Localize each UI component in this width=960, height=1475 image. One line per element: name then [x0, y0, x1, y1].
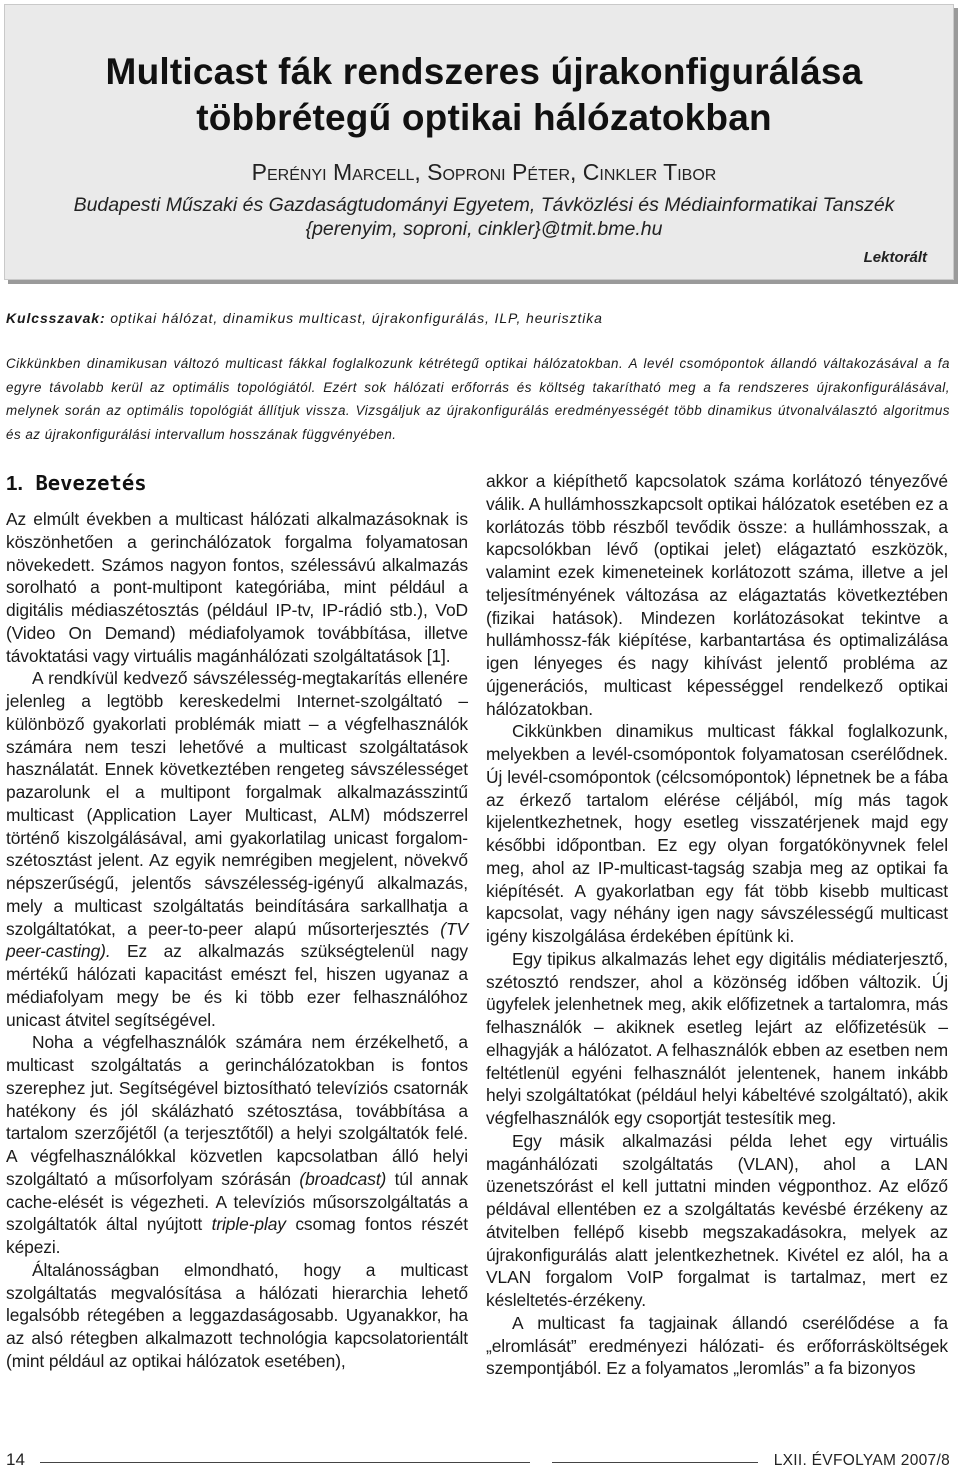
- section-number: 1.: [6, 472, 24, 495]
- paragraph: [6, 667, 468, 1031]
- paragraph-text: túl annak cache-elését is végezheti. A televíziós műsorszolgáltatás a szolgáltatók által nyújtott: [6, 1168, 468, 1235]
- paragraph-text: Ez az alkalmazás szükségtelenül nagy mértékű hálózati kapacitást emészt fel, hiszen ugyanaz a médiafolyam megy be és ki több ezer felhasználóhoz unicast átvitel segítségével.: [6, 941, 468, 1030]
- affiliation: [5, 193, 960, 241]
- paragraph-text: A rendkívül kedvező sávszélesség-megtakarítás ellenére jelenleg a legtöbb kereskedelmi Internet-szolgáltató – különböző gyakorlati problémák miatt – a végfelhasználók számára nem teszi lehetővé a multicast szolgáltatások használatát. Ennek következtében rengeteg sávszélességet pazarolunk el a multipont forgalmak alkalmazásszintű multicast (Application Layer Multicast, ALM) módszerrel történő kiszolgálásával, ami gyakorlatilag unicast forgalom-szétosztást jelent. Az egyik nemrégiben megjelent, növekvő népszerűségű, jelentős sávszélesség-igényű alkalmazás, mely a multicast szolgáltatás beindítására sarkallhatja a szolgáltatókat, a peer-to-peer alapú műsorterjesztés: [6, 668, 468, 939]
- footer-rule-left: [40, 1462, 530, 1463]
- title-line-2: többrétegű optikai hálózatokban: [196, 97, 772, 138]
- paragraph-text: csomag fontos részét képezi.: [6, 1214, 468, 1257]
- journal-issue: LXII. ÉVFOLYAM 2007/8: [773, 1452, 950, 1469]
- title-line-1: Multicast fák rendszeres újrakonfigurálása: [105, 51, 863, 92]
- left-column: [6, 468, 468, 1373]
- footer-rule-right: [552, 1462, 758, 1463]
- affiliation-institution: Budapesti Műszaki és Gazdaságtudományi Egyetem, Távközlési és Médiainformatikai Tanszék: [73, 194, 895, 216]
- paragraph: A multicast fa tagjainak állandó cserélődése a fa „elromlását” eredményezi hálózati- és erőforrásköltségek szempontjából. Ez a folyamatos „leromlás” a fa bizonyos: [486, 1312, 948, 1379]
- reviewed-label: Lektorált: [863, 249, 927, 266]
- italic-term: (broadcast): [299, 1168, 387, 1189]
- keywords: [6, 310, 946, 326]
- header-box: [4, 4, 954, 280]
- paragraph: Általánosságban elmondható, hogy a multicast szolgáltatás megvalósítása a hálózati hierarchia lehető legalsóbb rétegében a leggazdaságosabb. Ugyanakkor, ha az alsó rétegben alkalmazott technológia kapcsolatorientált (mint például az optikai hálózatok esetében),: [6, 1259, 468, 1371]
- right-column: [486, 470, 948, 1380]
- authors: Perényi Marcell, Soproni Péter, Cinkler Tibor: [251, 159, 717, 185]
- italic-term: triple-play: [211, 1214, 286, 1235]
- italic-term: (TV peer-casting).: [6, 918, 468, 962]
- keywords-text: optikai hálózat, dinamikus multicast, újrakonfigurálás, ILP, heurisztika: [110, 310, 603, 326]
- paragraph: akkor a kiépíthető kapcsolatok száma korlátozó tényezővé válik. A hullámhosszkapcsolt optikai hálózatok esetében ez a korlátozás több részből tevődik össze: a hullámhosszak, a kapcsolókban lévő (optikai jelet) elágaztató eszközök, valamint ezek kimeneteinek korlátozott száma, illetve a jel teljesítményének változása az elágaztatás következtében (fizikai hatások). Mindezen korlátozásokat tekintve a hullámhossz-fák kiépítése, karbantartása és optimalizálása igen lényeges és nagy kihívást jelentő probléma az újgenerációs, multicast képességgel rendelkező optikai hálózatokban.: [486, 471, 948, 719]
- section-heading: [6, 468, 468, 508]
- paragraph: Egy másik alkalmazási példa lehet egy virtuális magánhálózati szolgáltatás (VLAN), ahol a LAN üzenetszórást el kell juttatni minden végponthoz. Az előző példával ellentében ez a szolgáltatás kevésbé érzékeny az átvitelben fellépő kisebb megszakadásokra, melyek az újrakonfigurálás alatt jelentkezhetnek. Kivétel ez alól, ha a VLAN forgalom VoIP forgalmat is tartalmaz, mert ez késleltetés-érzékeny.: [486, 1130, 948, 1310]
- keywords-label: Kulcsszavak:: [6, 310, 106, 326]
- abstract: Cikkünkben dinamikusan változó multicast fákkal foglalkozunk kétrétegű optikai hálózatokban. A levél csomópontok állandó váltakozásával a fa egyre távolabb kerül az optimális topológiától. Ezért sok hálózati erőforrás és költség takarítható meg a fa rendszeres újrakonfigurálásával, melynek során az optimális topológiát állítjuk vissza. Vizsgáljuk az újrakonfigurálás eredményességét több dinamikus útvonalválasztó algoritmus és az újrakonfigurálási intervallum hosszának függvényében.: [6, 356, 950, 442]
- article-title: [5, 49, 960, 141]
- paragraph: Egy tipikus alkalmazás lehet egy digitális médiaterjesztő, szétosztó rendszer, ahol a közönség időben változik. Új ügyfelek jelenhetnek meg, akik előfizetnek a tartalomra, más felhasználók – akiknek esetleg lejárt az előfizetésük – elhagyják a hálózatot. A felhasználók ebben az esetben nem feltétlenül egyéni felhasználót jelentenek, hanem inkább helyi szolgáltatókat (például helyi kábeltévé szolgáltató), akik végfelhasználók egy csoportját testesítik meg.: [486, 948, 948, 1128]
- paragraph: Az elmúlt években a multicast hálózati alkalmazásoknak is köszönhetően a gerinchálózatok forgalma folyamatosan növekedett. Számos nagyon fontos, szélessávú alkalmazás sorolható a pont-multipont kategóriába, mint például a digitális médiaszétosztás (például IP-tv, IP-rádió stb.), VoD (Video On Demand) médiafolyamok továbbítása, illetve távoktatási vagy virtuális magánhálózati szolgáltatások [1].: [6, 509, 468, 666]
- author-emails: {perenyim, soproni, cinkler}@tmit.bme.hu: [305, 218, 663, 240]
- page-number: 14: [6, 1450, 25, 1469]
- paragraph: [6, 1031, 468, 1259]
- paragraph: Cikkünkben dinamikus multicast fákkal foglalkozunk, melyekben a levél-csomópontok folyamatosan cserélődnek. Új levél-csomópontok (célcsomópontok) lépnetnek be a fába az érkező tartalom elérése céljából, míg más tagok kijelentkezhetnek, hogy esetleg visszatérjenek majd egy későbbi időpontban. Ez egy olyan forgatókönyvnek felel meg, ahol az IP-multicast-tagság szabja meg az optikai fa kiépítését. A gyakorlatban egy fát több kisebb multicast kapcsolat, vagy néhány igen nagy sávszélességű multicast igény kiszolgálása érdekében építünk ki.: [486, 721, 948, 946]
- section-title: Bevezetés: [35, 471, 147, 495]
- paragraph-text: Noha a végfelhasználók számára nem érzékelhető, a multicast szolgáltatás a gerinchálózatokban is fontos szerephez jut. Segítségével biztosítható televíziós csatornák hatékony és jól skálázható szétosztása, továbbítása a tartalom szerzőjétől (a terjesztőtől) a helyi szolgáltatók felé. A végfelhasználókkal közvetlen kapcsolatban álló helyi szolgáltató a műsorfolyam szórásán: [6, 1032, 468, 1189]
